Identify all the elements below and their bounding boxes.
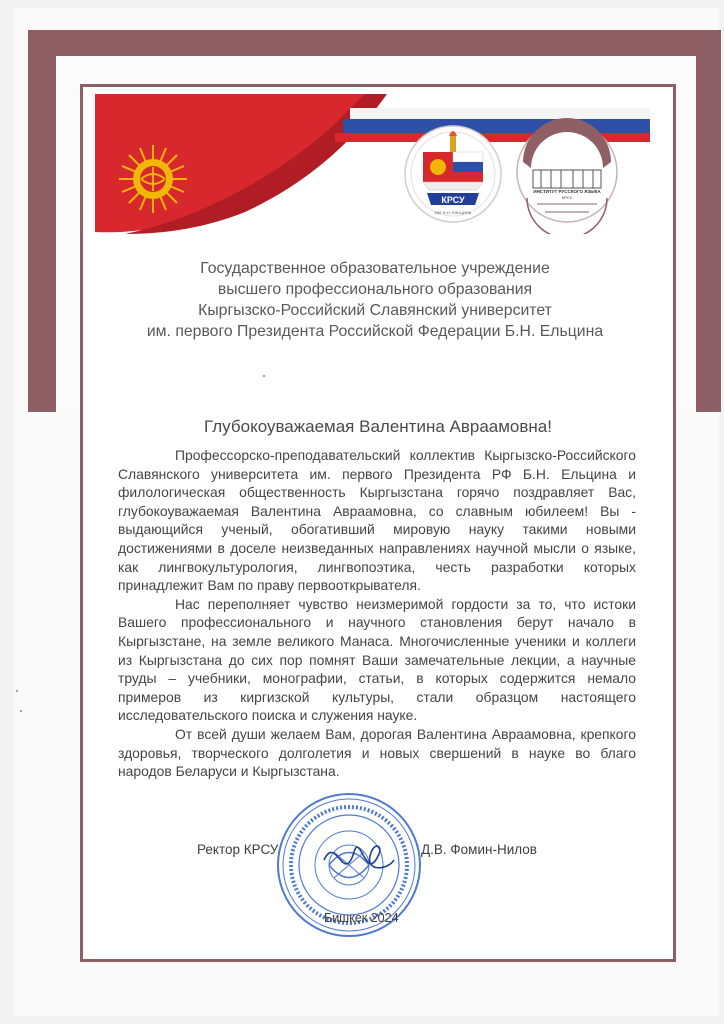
paragraph: Профессорско-преподавательский коллектив Кыргызско-Российского Славянского университета им. первого Президента РФ Б.Н. Ельцина и филологическая общественность Кыргызстана горячо поздравляет Вас, глубокоуважаемая Валентина Авраамовна, со славным юбилеем! Вы - выдающийся ученый, обогативший мировую науку такими новыми достижениями в доселе неизведанных направлениях научной мысли о языке, как лингвокультурология, лингвопоэтика, честь разработки которых принадлежит Вам по праву первооткрывателя.: [118, 447, 636, 594]
rector-title: Ректор КРСУ: [197, 842, 279, 857]
flag-stripe-blue: [343, 119, 650, 133]
institution-line: Государственное образовательное учреждение: [200, 260, 550, 277]
krsu-logo-subtext: ИМ. Б.Н. ЕЛЬЦИНА: [434, 210, 472, 215]
salutation: Глубокоуважаемая Валентина Авраамовна!: [204, 417, 552, 436]
krsu-logo-icon: [405, 126, 501, 222]
institute-logo-subtext: КРСУ: [561, 195, 573, 200]
flag-stripe-white: [350, 108, 650, 119]
krsu-logo-text: КРСУ: [441, 195, 465, 205]
institution-line: им. первого Президента Российской Федерации Б.Н. Ельцина: [146, 323, 604, 340]
rector-name: Д.В. Фомин-Нилов: [421, 842, 537, 857]
institution-line: высшего профессионального образования: [217, 281, 533, 298]
place-year: Бишкек 2024: [324, 911, 399, 925]
sun-emblem: [119, 145, 187, 213]
letter-body: [118, 446, 636, 781]
institution-line: Кыргызско-Российский Славянский университет: [198, 302, 552, 319]
institution-heading: [110, 258, 640, 342]
paragraph: Нас переполняет чувство неизмеримой гордости за то, что истоки Вашего профессионального и научного становления берут начало в Кыргызстане, на земле великого Манаса. Многочисленные ученики и коллеги из Кыргызстана до сих пор помнят Ваши замечательные лекции, а научные труды – учебники, монографии, статьи, в которых содержится немало примеров из киргизской культуры, стали образцом настоящего исследовательского поиска и служения науке.: [118, 595, 636, 724]
letterhead-art: [95, 94, 650, 234]
paragraph: От всей души желаем Вам, дорогая Валентина Авраамовна, крепкого здоровья, творческого долголетия и новых свершений в науке во благо народов Беларуси и Кыргызстана.: [118, 725, 636, 780]
institute-logo-icon: [517, 118, 617, 234]
institute-logo-text: ИНСТИТУТ РУССКОГО ЯЗЫКА: [533, 189, 601, 194]
